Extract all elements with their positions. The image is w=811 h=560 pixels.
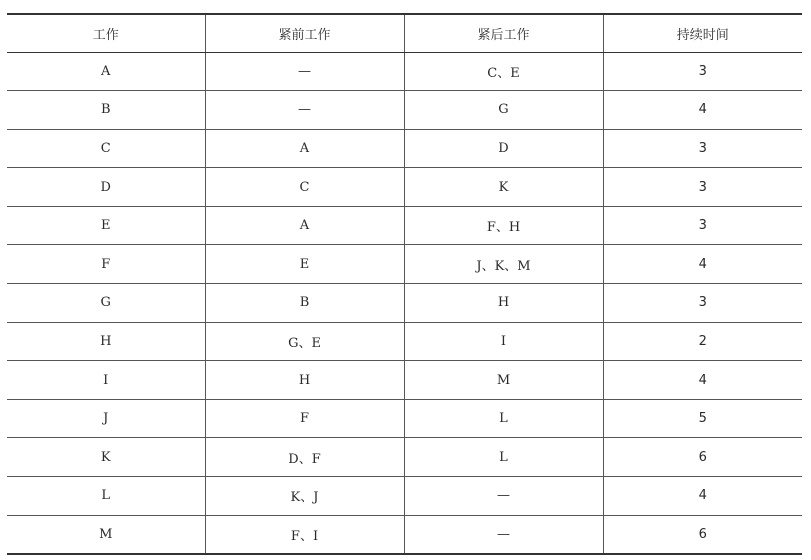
cell-work: C [7,129,205,168]
cell-predecessor: H [205,361,404,400]
table-row [7,129,802,168]
cell-duration: 3 [603,168,802,207]
cell-successor: L [404,438,603,477]
cell-successor: M [404,361,603,400]
cell-successor: K [404,168,603,207]
table-body [7,52,802,554]
cell-predecessor: A [205,129,404,168]
cell-work: J [7,399,205,438]
cell-work: K [7,438,205,477]
cell-work: H [7,322,205,361]
table-header [7,14,802,52]
cell-work: M [7,515,205,554]
cell-duration: 4 [603,477,802,516]
cell-duration: 3 [603,129,802,168]
cell-predecessor: G、E [205,322,404,361]
cell-work: B [7,91,205,130]
cell-work: L [7,477,205,516]
table-row [7,477,802,516]
header-successor: 紧后工作 [404,14,603,52]
cell-duration: 6 [603,515,802,554]
header-row [7,14,802,52]
table-row [7,52,802,91]
cell-predecessor: — [205,52,404,91]
table-row [7,438,802,477]
table-row [7,245,802,284]
cell-predecessor: F [205,399,404,438]
cell-predecessor: D、F [205,438,404,477]
cell-duration: 3 [603,206,802,245]
table-row [7,361,802,400]
table-row [7,168,802,207]
cell-duration: 4 [603,361,802,400]
cell-duration: 3 [603,52,802,91]
table-row [7,322,802,361]
cell-successor: — [404,477,603,516]
header-duration: 持续时间 [603,14,802,52]
cell-duration: 2 [603,322,802,361]
table-row [7,515,802,554]
cell-successor: I [404,322,603,361]
cell-work: I [7,361,205,400]
cell-successor: H [404,284,603,323]
cell-successor: — [404,515,603,554]
cell-duration: 3 [603,284,802,323]
cell-work: G [7,284,205,323]
cell-predecessor: F、I [205,515,404,554]
cell-work: E [7,206,205,245]
cell-duration: 4 [603,245,802,284]
work-schedule-table [7,13,802,555]
work-schedule-table-container [7,13,802,555]
cell-successor: J、K、M [404,245,603,284]
cell-work: F [7,245,205,284]
cell-successor: D [404,129,603,168]
header-work: 工作 [7,14,205,52]
table-row [7,91,802,130]
cell-successor: L [404,399,603,438]
cell-predecessor: A [205,206,404,245]
cell-successor: F、H [404,206,603,245]
cell-predecessor: B [205,284,404,323]
cell-predecessor: — [205,91,404,130]
cell-duration: 5 [603,399,802,438]
cell-work: A [7,52,205,91]
table-row [7,206,802,245]
cell-successor: G [404,91,603,130]
cell-duration: 4 [603,91,802,130]
cell-predecessor: C [205,168,404,207]
cell-work: D [7,168,205,207]
cell-duration: 6 [603,438,802,477]
cell-predecessor: K、J [205,477,404,516]
header-predecessor: 紧前工作 [205,14,404,52]
cell-predecessor: E [205,245,404,284]
cell-successor: C、E [404,52,603,91]
table-row [7,399,802,438]
table-row [7,284,802,323]
